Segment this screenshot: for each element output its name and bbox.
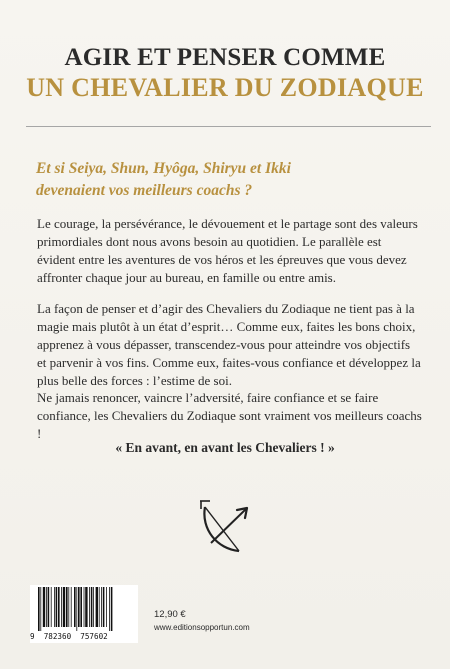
barcode-bar (85, 587, 87, 627)
barcode-bar (91, 587, 93, 627)
paragraph-2: La façon de penser et d’agir des Chevaliers du Zodiaque ne tient pas à la magie mais plutôt à un état d’esprit… Comme eux, faites les bons choix, apprenez à vous dépasser, transcendez-vous pour atteindre vos objectifs et parvenir à vos fins. Comme eux, faites-vous confiance et développez la plus belle des forces : l’estime de soi. (37, 301, 421, 388)
barcode-bar (63, 587, 65, 627)
divider-line (26, 126, 431, 127)
barcode-bar (48, 587, 50, 627)
barcode-bar (78, 587, 80, 627)
paragraph-1: Le courage, la persévérance, le dévouement et le partage sont des valeurs primordiales dont nous avons besoin au quotidien. Le parallèle est évident entre les aventures de vos héros et les épreuves que vous devez affronter chaque jour au bureau, en famille ou entre amis. (37, 216, 418, 285)
barcode-bar (66, 587, 68, 627)
barcode-bar (106, 587, 107, 627)
hook-question: Et si Seiya, Shun, Hyôga, Shiryu et Ikki devenaient vos meilleurs coachs ? (36, 160, 291, 199)
barcode-bar (101, 587, 102, 627)
barcode-bar (109, 587, 110, 631)
barcode-bar (40, 587, 41, 631)
barcode-bar (80, 587, 82, 627)
barcode-digits: 9 782360 757602 (30, 632, 108, 641)
barcode-bar (103, 587, 105, 627)
barcode-bar (51, 587, 52, 627)
barcode-bar (99, 587, 100, 627)
barcode-bar (68, 587, 69, 627)
publisher-website: www.editionsopportun.com (154, 623, 250, 632)
barcode-bar (89, 587, 90, 627)
barcode-bar (84, 587, 85, 627)
price: 12,90 € (154, 609, 186, 620)
bow-and-arrow-icon (197, 497, 257, 557)
barcode-bar (56, 587, 58, 627)
barcode-bar (54, 587, 55, 627)
barcode-bar (111, 587, 113, 631)
barcode-bars (30, 585, 138, 633)
barcode-bar (38, 587, 40, 631)
barcode-bar (46, 587, 47, 627)
barcode-bar (61, 587, 62, 627)
barcode-bar (74, 587, 76, 627)
barcode-bar (96, 587, 98, 627)
barcode-bar (43, 587, 45, 627)
title-line-2: UN CHEVALIER DU ZODIAQUE (26, 73, 424, 102)
rallying-quote: « En avant, en avant les Chevaliers ! » (115, 440, 335, 455)
title-line-1: AGIR ET PENSER COMME (64, 44, 386, 71)
barcode-bar (76, 587, 77, 631)
barcode-bar (71, 587, 72, 627)
barcode-bar (93, 587, 94, 627)
paragraph-3: Ne jamais renoncer, vaincre l’adversité, faire confiance et se faire confiance, les Chevaliers du Zodiaque sont vraiment vos meilleurs coachs ! (37, 390, 422, 441)
isbn-barcode (30, 585, 138, 643)
barcode-bar (58, 587, 60, 627)
